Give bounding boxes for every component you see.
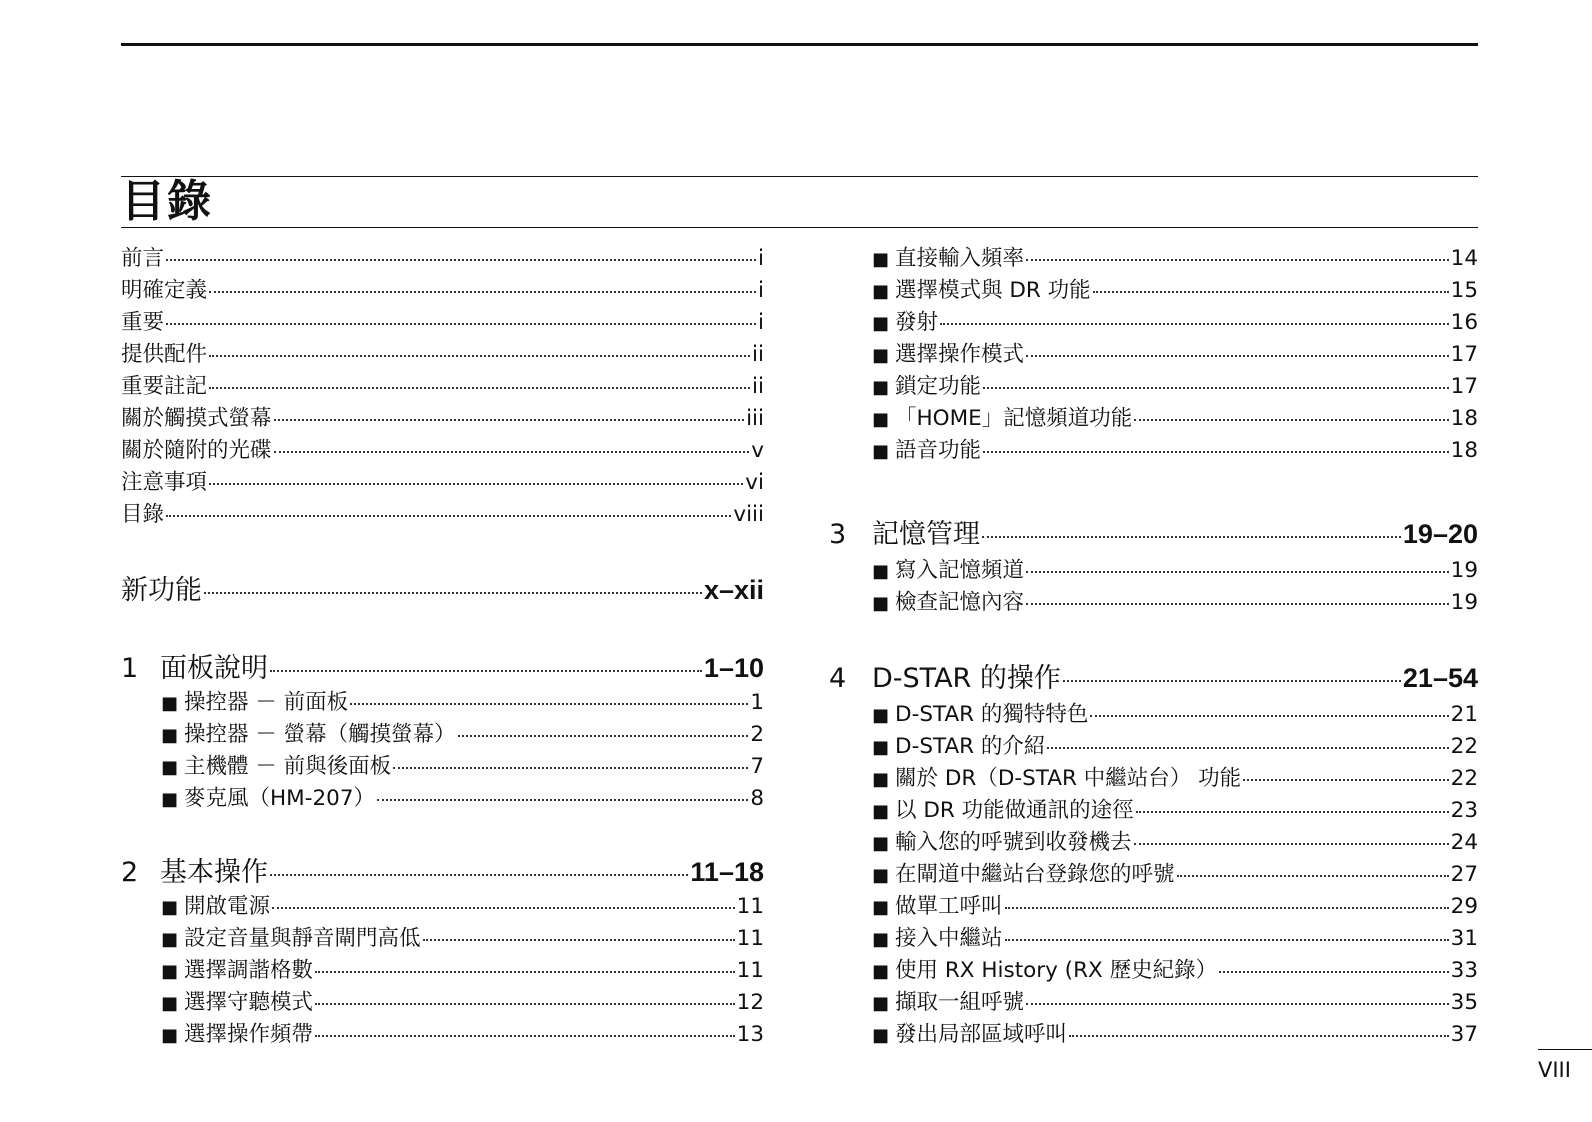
square-bullet-icon: ■ bbox=[161, 993, 179, 1014]
dot-leader bbox=[1026, 603, 1449, 605]
toc-heading-new-features[interactable]: 新功能 x–xii bbox=[121, 575, 764, 606]
dot-leader bbox=[1063, 680, 1401, 682]
square-bullet-icon: ■ bbox=[872, 409, 890, 430]
square-bullet-icon: ■ bbox=[872, 593, 890, 614]
toc-entry[interactable]: 注意事項 vi bbox=[121, 470, 764, 495]
toc-entry[interactable]: 提供配件 ii bbox=[121, 342, 764, 367]
square-bullet-icon: ■ bbox=[872, 705, 890, 726]
square-bullet-icon: ■ bbox=[872, 281, 890, 302]
dot-leader bbox=[1219, 971, 1449, 973]
dot-leader bbox=[315, 1003, 735, 1005]
page-title: 目錄 bbox=[121, 176, 213, 227]
toc-subentry[interactable]: ■ 麥克風（HM-207） 8 bbox=[161, 784, 764, 814]
square-bullet-icon: ■ bbox=[161, 789, 179, 810]
dot-leader bbox=[166, 259, 756, 261]
square-bullet-icon: ■ bbox=[872, 929, 890, 950]
toc-entry[interactable]: 重要 i bbox=[121, 310, 764, 335]
dot-leader bbox=[1134, 419, 1448, 421]
toc-subentry[interactable]: ■ 選擇操作模式 17 bbox=[872, 340, 1478, 370]
header-rule bbox=[121, 43, 1478, 46]
toc-section-heading[interactable]: 1 面板說明 1–10 bbox=[121, 653, 764, 684]
dot-leader bbox=[1026, 259, 1449, 261]
toc-subentry[interactable]: ■ 檢查記憶內容 19 bbox=[872, 588, 1478, 618]
dot-leader bbox=[209, 291, 756, 293]
toc-section-heading[interactable]: 2 基本操作 11–18 bbox=[121, 857, 764, 888]
square-bullet-icon: ■ bbox=[161, 961, 179, 982]
dot-leader bbox=[209, 387, 750, 389]
toc-subentry[interactable]: ■ 選擇調諧格數 11 bbox=[161, 956, 764, 986]
square-bullet-icon: ■ bbox=[161, 1025, 179, 1046]
toc-subentry[interactable]: ■ 操控器 － 前面板 1 bbox=[161, 688, 764, 718]
toc-subentry[interactable]: ■ 設定音量與靜音閘門高低 11 bbox=[161, 924, 764, 954]
dot-leader bbox=[209, 355, 750, 357]
toc-subentry[interactable]: ■ 做單工呼叫 29 bbox=[872, 892, 1478, 922]
toc-subentry[interactable]: ■ 主機體 － 前與後面板 7 bbox=[161, 752, 764, 782]
square-bullet-icon: ■ bbox=[872, 313, 890, 334]
toc-subentry[interactable]: ■ 「HOME」記憶頻道功能 18 bbox=[872, 404, 1478, 434]
square-bullet-icon: ■ bbox=[872, 345, 890, 366]
dot-leader bbox=[458, 735, 749, 737]
toc-subentry[interactable]: ■ 開啟電源 11 bbox=[161, 892, 764, 922]
dot-leader bbox=[166, 515, 731, 517]
square-bullet-icon: ■ bbox=[872, 801, 890, 822]
dot-leader bbox=[166, 323, 756, 325]
square-bullet-icon: ■ bbox=[872, 377, 890, 398]
dot-leader bbox=[315, 971, 735, 973]
square-bullet-icon: ■ bbox=[872, 441, 890, 462]
toc-entry[interactable]: 關於隨附的光碟 v bbox=[121, 438, 764, 463]
toc-subentry[interactable]: ■ 在閘道中繼站台登錄您的呼號 27 bbox=[872, 860, 1478, 890]
dot-leader bbox=[1005, 907, 1449, 909]
square-bullet-icon: ■ bbox=[161, 757, 179, 778]
toc-subentry[interactable]: ■ D-STAR 的獨特特色 21 bbox=[872, 700, 1478, 730]
toc-subentry[interactable]: ■ 發射 16 bbox=[872, 308, 1478, 338]
dot-leader bbox=[272, 907, 735, 909]
toc-subentry[interactable]: ■ 鎖定功能 17 bbox=[872, 372, 1478, 402]
dot-leader bbox=[1243, 779, 1449, 781]
toc-subentry[interactable]: ■ 選擇守聽模式 12 bbox=[161, 988, 764, 1018]
dot-leader bbox=[1069, 1035, 1449, 1037]
toc-subentry[interactable]: ■ 語音功能 18 bbox=[872, 436, 1478, 466]
toc-entry[interactable]: 重要註記 ii bbox=[121, 374, 764, 399]
square-bullet-icon: ■ bbox=[161, 725, 179, 746]
dot-leader bbox=[1026, 355, 1449, 357]
dot-leader bbox=[1136, 811, 1449, 813]
dot-leader bbox=[1093, 291, 1449, 293]
toc-entry[interactable]: 前言 i bbox=[121, 246, 764, 271]
toc-subentry[interactable]: ■ 寫入記憶頻道 19 bbox=[872, 556, 1478, 586]
dot-leader bbox=[940, 323, 1449, 325]
toc-section-heading[interactable]: 3 記憶管理 19–20 bbox=[829, 519, 1478, 550]
toc-subentry[interactable]: ■ 直接輸入頻率 14 bbox=[872, 244, 1478, 274]
dot-leader bbox=[1134, 843, 1449, 845]
dot-leader bbox=[1026, 571, 1449, 573]
square-bullet-icon: ■ bbox=[161, 929, 179, 950]
toc-subentry[interactable]: ■ 輸入您的呼號到收發機去 24 bbox=[872, 828, 1478, 858]
square-bullet-icon: ■ bbox=[872, 249, 890, 270]
dot-leader bbox=[983, 387, 1449, 389]
toc-subentry[interactable]: ■ 操控器 － 螢幕（觸摸螢幕） 2 bbox=[161, 720, 764, 750]
square-bullet-icon: ■ bbox=[872, 561, 890, 582]
toc-subentry[interactable]: ■ 發出局部區域呼叫 37 bbox=[872, 1020, 1478, 1050]
dot-leader bbox=[983, 451, 1449, 453]
title-rule-top bbox=[121, 176, 1478, 177]
dot-leader bbox=[1026, 1003, 1449, 1005]
toc-subentry[interactable]: ■ 選擇操作頻帶 13 bbox=[161, 1020, 764, 1050]
dot-leader bbox=[204, 592, 702, 594]
toc-entry[interactable]: 目錄 viii bbox=[121, 502, 764, 527]
title-rule-bottom bbox=[121, 227, 1478, 228]
dot-leader bbox=[315, 1035, 735, 1037]
dot-leader bbox=[1005, 939, 1449, 941]
square-bullet-icon: ■ bbox=[872, 993, 890, 1014]
toc-subentry[interactable]: ■ 擷取一組呼號 35 bbox=[872, 988, 1478, 1018]
dot-leader bbox=[377, 799, 748, 801]
dot-leader bbox=[982, 536, 1401, 538]
dot-leader bbox=[1177, 875, 1449, 877]
square-bullet-icon: ■ bbox=[872, 897, 890, 918]
toc-section-heading[interactable]: 4 D-STAR 的操作 21–54 bbox=[829, 663, 1478, 694]
dot-leader bbox=[1047, 747, 1448, 749]
square-bullet-icon: ■ bbox=[872, 961, 890, 982]
square-bullet-icon: ■ bbox=[161, 897, 179, 918]
page-number: VIII bbox=[1538, 1058, 1571, 1082]
square-bullet-icon: ■ bbox=[872, 769, 890, 790]
toc-subentry[interactable]: ■ 以 DR 功能做通訊的途徑 23 bbox=[872, 796, 1478, 826]
page-number-rule bbox=[1538, 1049, 1592, 1050]
dot-leader bbox=[270, 670, 702, 672]
square-bullet-icon: ■ bbox=[872, 865, 890, 886]
dot-leader bbox=[270, 874, 688, 876]
square-bullet-icon: ■ bbox=[872, 737, 890, 758]
dot-leader bbox=[209, 483, 743, 485]
dot-leader bbox=[423, 939, 735, 941]
dot-leader bbox=[393, 767, 748, 769]
toc-subentry[interactable]: ■ 選擇模式與 DR 功能 15 bbox=[872, 276, 1478, 306]
toc-entry[interactable]: 關於觸摸式螢幕 iii bbox=[121, 406, 764, 431]
toc-entry[interactable]: 明確定義 i bbox=[121, 278, 764, 303]
toc-subentry[interactable]: ■ D-STAR 的介紹 22 bbox=[872, 732, 1478, 762]
toc-subentry[interactable]: ■ 關於 DR（D-STAR 中繼站台） 功能 22 bbox=[872, 764, 1478, 794]
dot-leader bbox=[350, 703, 748, 705]
dot-leader bbox=[274, 419, 745, 421]
toc-subentry[interactable]: ■ 接入中繼站 31 bbox=[872, 924, 1478, 954]
dot-leader bbox=[274, 451, 750, 453]
square-bullet-icon: ■ bbox=[161, 693, 179, 714]
square-bullet-icon: ■ bbox=[872, 1025, 890, 1046]
square-bullet-icon: ■ bbox=[872, 833, 890, 854]
toc-subentry[interactable]: ■ 使用 RX History (RX 歷史紀錄） 33 bbox=[872, 956, 1478, 986]
dot-leader bbox=[1090, 715, 1448, 717]
